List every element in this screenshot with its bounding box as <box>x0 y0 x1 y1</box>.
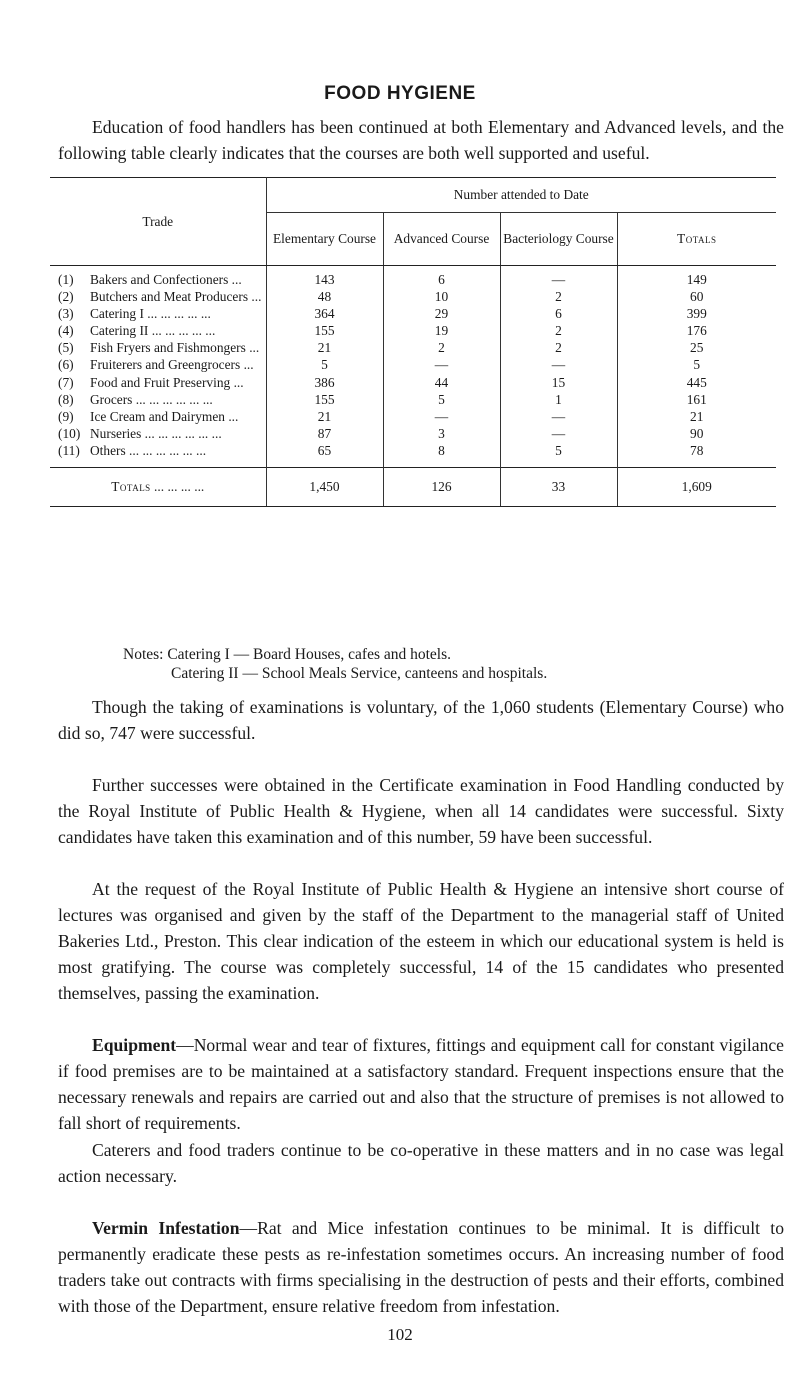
dot-leader: ... <box>230 374 244 390</box>
advanced-cell: 44 <box>383 374 500 391</box>
advanced-column-header: Advanced Course <box>383 213 500 266</box>
bacteriology-column-header: Bacteriology Course <box>500 213 617 266</box>
trade-name: Catering I <box>90 306 144 322</box>
trade-cell <box>50 322 266 339</box>
trade-cell <box>50 391 266 408</box>
trade-name: Ice Cream and Dairymen <box>90 408 225 424</box>
totals-label: Totals <box>111 479 151 495</box>
row-number: (6) <box>58 357 74 373</box>
totals-column-header: Totals <box>617 213 776 266</box>
dot-leader: ... ... ... ... <box>150 479 205 495</box>
table-row <box>50 391 776 408</box>
grand-total: 1,609 <box>617 468 776 507</box>
advanced-cell: 19 <box>383 322 500 339</box>
advanced-cell: 29 <box>383 305 500 322</box>
totals-label-cell <box>50 468 266 507</box>
advanced-cell: — <box>383 356 500 373</box>
table-row <box>50 339 776 356</box>
dot-leader: ... <box>228 272 242 287</box>
dot-leader: ... <box>245 340 260 356</box>
dot-leader: ... <box>248 289 262 305</box>
lectures-paragraph: At the request of the Royal Institute of Public Health & Hygiene an intensive short course of lectures was organised and given by the staff of the Department to the managerial staff of United Bakeries Ltd., Preston. This clear indication of the esteem in which our educational system is held is most gratifying. The course was completely successful, 14 of the 15 candidates who presented themselves, passing the examination. <box>58 879 784 1003</box>
elementary-cell: 143 <box>266 266 383 289</box>
certificate-paragraph: Further successes were obtained in the Certificate examination in Food Handling conducted by the Royal Institute of Public Health & Hygiene, when all 14 candidates were successful. Sixty candidates have taken this examination and of this number, 59 have been successful. <box>58 775 784 847</box>
totals-cell: 149 <box>686 272 707 287</box>
trade-name: Nurseries <box>90 425 142 441</box>
row-number: (1) <box>58 272 74 287</box>
advanced-cell: — <box>383 408 500 425</box>
row-number: (7) <box>58 374 74 390</box>
trade-name: Bakers and Confectioners <box>90 272 229 287</box>
row-number: (5) <box>58 340 74 356</box>
advanced-cell: 2 <box>383 339 500 356</box>
advanced-cell: 5 <box>383 391 500 408</box>
row-number: (9) <box>58 408 74 424</box>
row-number: (8) <box>58 391 74 407</box>
vermin-text: —Rat and Mice infestation continues to be minimal. It is difficult to permanently eradicate these pests as re-infestation sometimes occurs. An increasing number of food traders take out contracts with firms specialising in the destruction of pests and their efforts, combined with those of the Department, ensure relative freedom from infestation. <box>58 1218 784 1316</box>
advanced-total: 126 <box>383 468 500 507</box>
bacteriology-cell: 2 <box>500 322 617 339</box>
table-notes <box>123 645 547 683</box>
row-number: (3) <box>58 306 74 322</box>
elementary-cell: 5 <box>266 356 383 373</box>
advanced-cell: 10 <box>383 288 500 305</box>
trade-cell <box>50 442 266 468</box>
note-catering-1: Notes: Catering I — Board Houses, cafes and hotels. <box>123 646 452 663</box>
elementary-cell: 364 <box>266 305 383 322</box>
row-number: (11) <box>58 442 80 458</box>
dot-leader: ... ... ... ... ... ... <box>132 391 213 407</box>
table-row <box>50 442 776 468</box>
trade-name: Others <box>90 442 126 458</box>
table-row <box>50 288 776 305</box>
table-row <box>50 356 776 373</box>
bacteriology-cell: 5 <box>500 442 617 468</box>
trade-name: Food and Fruit Preserving <box>90 374 231 390</box>
trade-cell <box>50 288 266 305</box>
trade-name: Grocers <box>90 391 133 407</box>
advanced-cell: 8 <box>383 442 500 468</box>
elementary-cell: 87 <box>266 425 383 442</box>
equipment-text: —Normal wear and tear of fixtures, fittings and equipment call for constant vigilance if food premises are to be maintained at a satisfactory standard. Frequent inspections ensure that the necessary renewals and repairs are carried out and also that the structure of premises is not allowed to fall short of requirements. <box>58 1035 784 1133</box>
table-row <box>50 266 776 289</box>
bacteriology-cell: — <box>500 425 617 442</box>
row-number: (10) <box>58 425 81 441</box>
course-attendance-table <box>50 177 776 507</box>
elementary-cell: 21 <box>266 408 383 425</box>
trade-cell <box>50 305 266 322</box>
totals-cell: 90 <box>690 425 704 441</box>
bacteriology-cell: — <box>500 266 617 289</box>
elementary-cell: 48 <box>266 288 383 305</box>
table-row <box>50 322 776 339</box>
table-totals-row <box>50 468 776 507</box>
elementary-cell: 386 <box>266 374 383 391</box>
table-header-row <box>50 178 776 213</box>
dot-leader: ... <box>224 408 239 424</box>
trade-cell <box>50 339 266 356</box>
totals-cell: 78 <box>690 442 704 458</box>
elementary-cell: 65 <box>266 442 383 468</box>
bacteriology-cell: 2 <box>500 339 617 356</box>
bacteriology-cell: — <box>500 356 617 373</box>
advanced-cell: 6 <box>383 266 500 289</box>
trade-cell <box>50 408 266 425</box>
elementary-column-header: Elementary Course <box>266 213 383 266</box>
totals-cell: 176 <box>686 323 707 339</box>
totals-cell: 445 <box>686 374 707 390</box>
group-column-header: Number attended to Date <box>266 178 776 213</box>
totals-cell: 5 <box>693 357 701 373</box>
bacteriology-cell: 15 <box>500 374 617 391</box>
table-row <box>50 374 776 391</box>
elementary-cell: 21 <box>266 339 383 356</box>
bacteriology-total: 33 <box>500 468 617 507</box>
totals-cell: 60 <box>690 289 704 305</box>
equipment-heading: Equipment <box>92 1035 177 1055</box>
bacteriology-cell: — <box>500 408 617 425</box>
intro-paragraph: Education of food handlers has been continued at both Elementary and Advanced levels, and the following table clearly indicates that the courses are both well supported and useful. <box>58 117 784 163</box>
vermin-paragraph <box>58 1215 784 1319</box>
caterers-paragraph: Caterers and food traders continue to be co-operative in these matters and in no case was legal action necessary. <box>58 1140 784 1186</box>
page-number: 102 <box>387 1325 413 1344</box>
equipment-paragraph <box>58 1032 784 1136</box>
elementary-cell: 155 <box>266 322 383 339</box>
vermin-heading: Vermin Infestation <box>92 1218 240 1238</box>
bacteriology-cell: 2 <box>500 288 617 305</box>
trade-name: Catering II <box>90 323 149 339</box>
totals-cell: 21 <box>690 408 704 424</box>
trade-column-header: Trade <box>50 178 266 266</box>
dot-leader: ... <box>240 357 254 373</box>
page-title: FOOD HYGIENE <box>324 83 476 104</box>
row-number: (4) <box>58 323 74 339</box>
dot-leader: ... ... ... ... ... <box>143 306 211 322</box>
dot-leader: ... ... ... ... ... ... <box>141 425 222 441</box>
trade-cell <box>50 425 266 442</box>
totals-cell: 25 <box>690 340 704 356</box>
table-row <box>50 408 776 425</box>
row-number: (2) <box>58 289 74 305</box>
bacteriology-cell: 1 <box>500 391 617 408</box>
dot-leader: ... ... ... ... ... ... <box>125 442 207 458</box>
totals-cell: 399 <box>686 306 707 322</box>
table-row <box>50 305 776 322</box>
advanced-cell: 3 <box>383 425 500 442</box>
note-catering-2: Catering II — School Meals Service, canteens and hospitals. <box>171 665 548 682</box>
examinations-paragraph: Though the taking of examinations is voluntary, of the 1,060 students (Elementary Course) who did so, 747 were successful. <box>58 697 784 743</box>
trade-name: Fruiterers and Greengrocers <box>90 357 241 373</box>
elementary-total: 1,450 <box>266 468 383 507</box>
trade-cell <box>50 266 266 289</box>
trade-name: Fish Fryers and Fishmongers <box>90 340 246 356</box>
table-row <box>50 425 776 442</box>
elementary-cell: 155 <box>266 391 383 408</box>
trade-cell <box>50 374 266 391</box>
dot-leader: ... ... ... ... ... <box>148 323 216 339</box>
trade-name: Butchers and Meat Producers <box>90 289 249 305</box>
bacteriology-cell: 6 <box>500 305 617 322</box>
totals-cell: 161 <box>686 391 707 407</box>
trade-cell <box>50 356 266 373</box>
